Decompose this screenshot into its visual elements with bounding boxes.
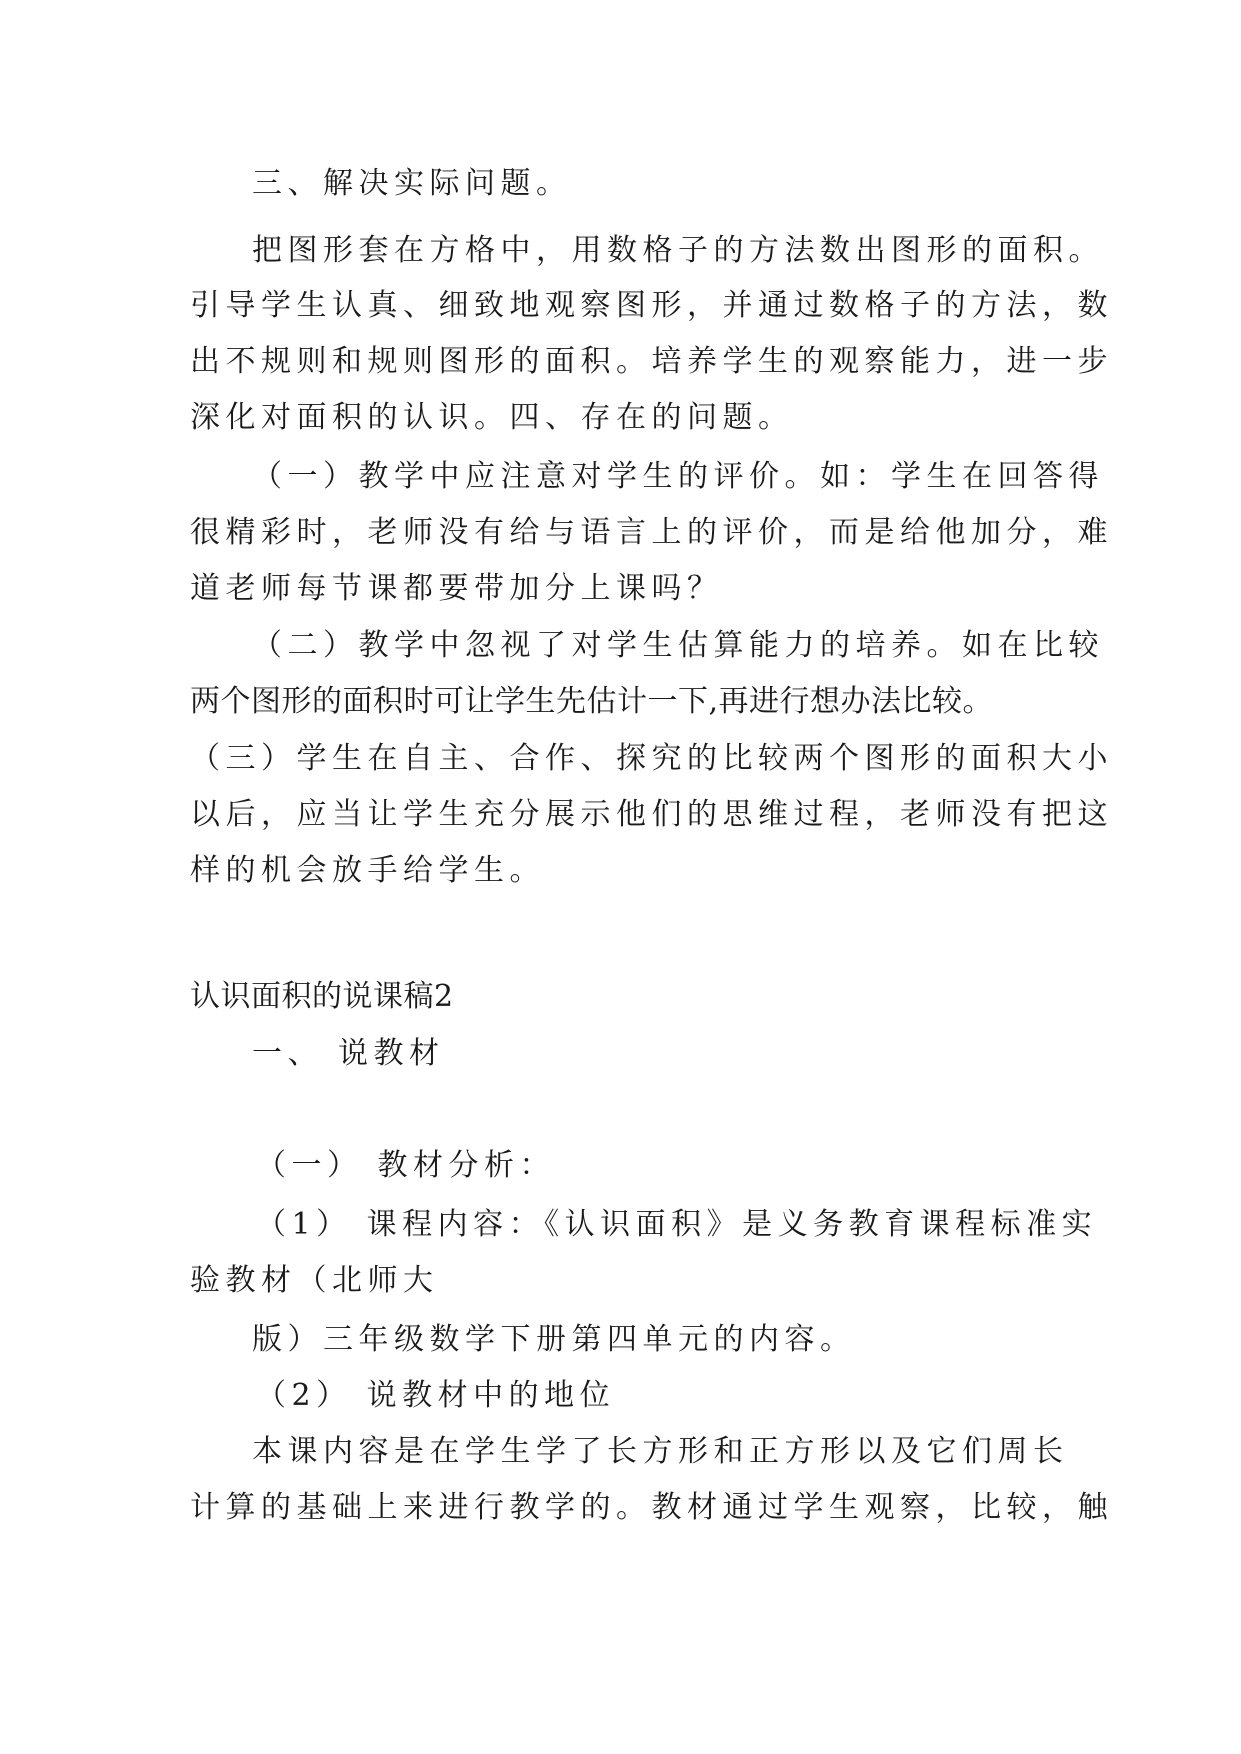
paragraph-line: 以后，应当让学生充分展示他们的思维过程，老师没有把这 [190, 797, 1113, 832]
paragraph-line: 引导学生认真、细致地观察图形，并通过数格子的方法，数 [190, 288, 1113, 323]
paragraph-line: 样的机会放手给学生。 [190, 853, 545, 888]
paragraph-line: 道老师每节课都要带加分上课吗？ [190, 571, 723, 606]
paragraph-line: 版）三年级数学下册第四单元的内容。 [252, 1322, 856, 1357]
paragraph-line: 把图形套在方格中，用数格子的方法数出图形的面积。 [252, 233, 1104, 268]
paragraph-line: （三）学生在自主、合作、探究的比较两个图形的面积大小 [190, 741, 1113, 776]
section-heading: 一、 说教材 [252, 1036, 445, 1071]
paragraph-line: 出不规则和规则图形的面积。培养学生的观察能力，进一步 [190, 344, 1113, 379]
paragraph-line: （一）教学中应注意对学生的评价。如：学生在回答得 [252, 459, 1104, 494]
document-title: 认识面积的说课稿2 [190, 979, 454, 1014]
paragraph-line: （二）教学中忽视了对学生估算能力的培养。如在比较 [252, 628, 1104, 663]
paragraph-line: （1） 课程内容：《认识面积》是义务教育课程标准实 [256, 1207, 1098, 1242]
subsection-heading: （一） 教材分析： [256, 1148, 556, 1183]
section-heading-solve-problems: 三、解决实际问题。 [252, 166, 572, 201]
paragraph-line: 两个图形的面积时可让学生先估计一下,再进行想办法比较。 [190, 684, 994, 719]
paragraph-line: 深化对面积的认识。四、存在的问题。 [190, 400, 794, 435]
paragraph-line: 很精彩时，老师没有给与语言上的评价，而是给他加分，难 [190, 515, 1113, 550]
subsection-heading: （2） 说教材中的地位 [256, 1378, 616, 1413]
paragraph-line: 本课内容是在学生学了长方形和正方形以及它们周长 [252, 1434, 1069, 1469]
paragraph-line: 计算的基础上来进行教学的。教材通过学生观察，比较，触 [190, 1490, 1113, 1525]
paragraph-line: 验教材（北师大 [190, 1263, 439, 1298]
